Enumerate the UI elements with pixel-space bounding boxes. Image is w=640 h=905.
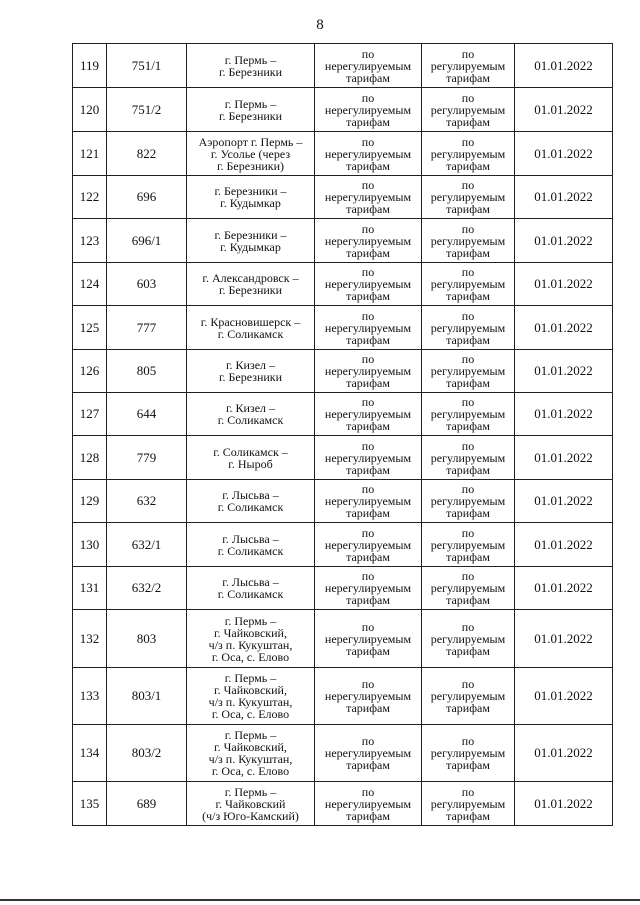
tariff-cell-line: тарифам (346, 462, 390, 477)
tariff-cell-line: тарифам (346, 593, 390, 607)
table-row (73, 668, 613, 725)
route-path-cell-line: г. Соликамск (217, 500, 284, 514)
tariff-cell-line: тарифам (446, 758, 490, 772)
route-path-cell-line: г. Березники – (214, 184, 287, 198)
tariff-cell-line: тарифам (446, 202, 490, 216)
tariff-cell-line: тарифам (446, 462, 490, 477)
route-path-cell-line: г. Березники (218, 370, 283, 384)
tariff-cell-line: нерегулируемым (324, 537, 412, 552)
route-path-cell-line: г. Соликамск – (213, 444, 288, 459)
tariff-cell-line: по (361, 569, 375, 583)
route-path-cell-line: г. Лысьва – (222, 531, 279, 546)
tariff-cell-line: тарифам (346, 506, 390, 520)
tariff-cell-line: регулируемым (430, 796, 506, 811)
tariff-cell-line: нерегулируемым (324, 277, 412, 291)
route-path-cell-line: г. Кизел – (225, 401, 276, 415)
tariff-cell (315, 132, 422, 176)
route-path-cell-line: г. Чайковский (215, 796, 286, 811)
tariff-cell (422, 523, 515, 567)
date-cell: 01.01.2022 (515, 350, 613, 393)
route-path-cell (187, 176, 315, 219)
date-cell: 01.01.2022 (515, 219, 613, 263)
row-number-cell: 131 (73, 567, 107, 610)
tariff-cell (422, 132, 515, 176)
route-path-cell-line: г. Березники (218, 64, 283, 79)
tariff-cell (315, 176, 422, 219)
tariff-cell-line: регулируемым (430, 58, 506, 73)
route-path-cell (187, 350, 315, 393)
tariff-cell-line: по (461, 352, 475, 366)
tariff-cell (422, 176, 515, 219)
tariff-cell (422, 567, 515, 610)
tariff-cell (315, 393, 422, 436)
tariff-cell-line: регулируемым (430, 320, 506, 335)
route-path-cell-line: г. Лысьва – (222, 575, 279, 589)
tariff-cell-line: тарифам (346, 808, 390, 823)
route-path-cell (187, 436, 315, 480)
tariff-cell (315, 668, 422, 725)
route-path-cell-line: ч/з п. Кукуштан, (208, 637, 293, 652)
tariff-cell (422, 306, 515, 350)
date-cell: 01.01.2022 (515, 480, 613, 523)
tariff-cell-line: тарифам (346, 419, 390, 433)
route-path-cell-line: г. Чайковский, (214, 740, 287, 754)
tariff-cell (422, 350, 515, 393)
route-path-cell-line: г. Пермь – (224, 671, 277, 685)
row-number-cell: 133 (73, 668, 107, 725)
tariff-cell (315, 567, 422, 610)
tariff-cell-line: нерегулируемым (324, 146, 412, 161)
tariff-cell-line: по (461, 395, 475, 409)
route-path-cell-line: г. Красновишерск – (200, 314, 301, 329)
tariff-cell-line: регулируемым (430, 102, 506, 117)
tariff-cell-line: тарифам (346, 643, 390, 658)
tariff-cell-line: по (361, 134, 375, 149)
route-path-cell (187, 263, 315, 306)
tariff-cell-line: нерегулируемым (324, 450, 412, 465)
tariff-cell-line: по (361, 178, 375, 192)
route-path-cell (187, 480, 315, 523)
tariff-cell-line: по (361, 619, 375, 634)
route-number-cell: 805 (107, 350, 187, 393)
tariff-cell (315, 350, 422, 393)
route-number-cell: 803/2 (107, 725, 187, 782)
tariff-cell-line: регулируемым (430, 364, 506, 378)
tariff-cell-line: нерегулируемым (324, 581, 412, 595)
route-path-cell-line: г. Соликамск (217, 326, 284, 341)
route-path-cell-line: г. Усолье (через (210, 146, 291, 161)
tariff-cell-line: по (461, 482, 475, 496)
table-row (73, 480, 613, 523)
route-path-cell-line: г. Чайковский, (214, 683, 287, 697)
route-path-cell-line: г. Ныроб (228, 456, 273, 471)
table-row (73, 263, 613, 306)
tariff-cell-line: тарифам (446, 332, 490, 347)
date-cell: 01.01.2022 (515, 393, 613, 436)
route-path-cell-line: г. Березники) (216, 158, 285, 173)
row-number-cell: 121 (73, 132, 107, 176)
date-cell: 01.01.2022 (515, 132, 613, 176)
tariff-cell-line: нерегулируемым (324, 631, 412, 646)
route-number-cell: 689 (107, 782, 187, 826)
tariff-cell (422, 480, 515, 523)
tariff-cell-line: по (461, 46, 475, 61)
date-cell: 01.01.2022 (515, 725, 613, 782)
row-number-cell: 123 (73, 219, 107, 263)
tariff-cell (315, 523, 422, 567)
route-path-cell-line: (ч/з Юго-Камский) (202, 808, 299, 823)
tariff-cell (422, 436, 515, 480)
row-number-cell: 129 (73, 480, 107, 523)
route-path-cell (187, 567, 315, 610)
route-path-cell-line: г. Александровск – (202, 271, 299, 285)
tariff-cell-line: тарифам (446, 549, 490, 564)
routes-table-body (73, 44, 613, 826)
tariff-cell-line: по (461, 677, 475, 691)
date-cell: 01.01.2022 (515, 610, 613, 668)
route-path-cell (187, 306, 315, 350)
table-row (73, 306, 613, 350)
tariff-cell-line: регулируемым (430, 631, 506, 646)
tariff-cell-line: регулируемым (430, 146, 506, 161)
route-path-cell-line: ч/з п. Кукуштан, (208, 752, 293, 766)
route-number-cell: 696/1 (107, 219, 187, 263)
row-number-cell: 132 (73, 610, 107, 668)
tariff-cell-line: тарифам (346, 70, 390, 85)
tariff-cell (422, 610, 515, 668)
row-number-cell: 126 (73, 350, 107, 393)
tariff-cell (422, 44, 515, 88)
table-row (73, 782, 613, 826)
tariff-cell (422, 725, 515, 782)
row-number-cell: 134 (73, 725, 107, 782)
tariff-cell-line: нерегулируемым (324, 746, 412, 760)
tariff-cell-line: тарифам (346, 114, 390, 129)
tariff-cell-line: регулируемым (430, 494, 506, 508)
route-path-cell (187, 523, 315, 567)
tariff-cell-line: регулируемым (430, 277, 506, 291)
date-cell: 01.01.2022 (515, 176, 613, 219)
tariff-cell (422, 668, 515, 725)
tariff-cell-line: тарифам (346, 158, 390, 173)
route-path-cell-line: г. Кудымкар (220, 196, 281, 210)
tariff-cell-line: по (361, 46, 375, 61)
route-path-cell-line: г. Пермь – (224, 728, 277, 742)
tariff-cell-line: по (461, 438, 475, 453)
tariff-cell-line: тарифам (346, 289, 390, 303)
tariff-cell-line: по (461, 734, 475, 748)
tariff-cell-line: нерегулируемым (324, 689, 412, 703)
route-number-cell: 632/2 (107, 567, 187, 610)
tariff-cell-line: тарифам (346, 376, 390, 390)
route-number-cell: 777 (107, 306, 187, 350)
tariff-cell-line: тарифам (446, 808, 490, 823)
tariff-cell-line: тарифам (346, 701, 390, 715)
route-path-cell (187, 219, 315, 263)
route-path-cell-line: г. Соликамск (217, 543, 284, 558)
row-number-cell: 119 (73, 44, 107, 88)
route-path-cell (187, 393, 315, 436)
tariff-cell-line: регулируемым (430, 537, 506, 552)
route-number-cell: 632 (107, 480, 187, 523)
table-row (73, 523, 613, 567)
tariff-cell-line: тарифам (446, 701, 490, 715)
table-row (73, 393, 613, 436)
tariff-cell-line: тарифам (446, 506, 490, 520)
row-number-cell: 128 (73, 436, 107, 480)
date-cell: 01.01.2022 (515, 306, 613, 350)
tariff-cell-line: нерегулируемым (324, 102, 412, 117)
route-path-cell (187, 44, 315, 88)
tariff-cell-line: тарифам (346, 549, 390, 564)
route-number-cell: 803 (107, 610, 187, 668)
tariff-cell (422, 88, 515, 132)
route-number-cell: 751/1 (107, 44, 187, 88)
route-path-cell-line: Аэропорт г. Пермь – (198, 134, 303, 149)
table-row (73, 132, 613, 176)
route-path-cell-line: г. Оса, с. Елово (211, 649, 290, 664)
tariff-cell (315, 88, 422, 132)
tariff-cell-line: по (461, 221, 475, 236)
tariff-cell (422, 782, 515, 826)
route-number-cell: 696 (107, 176, 187, 219)
date-cell: 01.01.2022 (515, 44, 613, 88)
table-row (73, 176, 613, 219)
tariff-cell (422, 219, 515, 263)
tariff-cell-line: тарифам (446, 643, 490, 658)
tariff-cell-line: тарифам (346, 202, 390, 216)
tariff-cell-line: тарифам (346, 758, 390, 772)
date-cell: 01.01.2022 (515, 436, 613, 480)
tariff-cell-line: тарифам (446, 114, 490, 129)
route-path-cell-line: г. Кизел – (225, 358, 276, 372)
date-cell: 01.01.2022 (515, 523, 613, 567)
route-path-cell-line: г. Пермь – (224, 52, 277, 67)
route-number-cell: 603 (107, 263, 187, 306)
tariff-cell-line: тарифам (446, 245, 490, 260)
tariff-cell (315, 44, 422, 88)
route-path-cell (187, 610, 315, 668)
tariff-cell-line: регулируемым (430, 233, 506, 248)
route-number-cell: 632/1 (107, 523, 187, 567)
date-cell: 01.01.2022 (515, 782, 613, 826)
tariff-cell (315, 219, 422, 263)
tariff-cell-line: по (461, 265, 475, 279)
date-cell: 01.01.2022 (515, 668, 613, 725)
route-path-cell-line: г. Кудымкар (220, 239, 281, 254)
table-row (73, 219, 613, 263)
date-cell: 01.01.2022 (515, 263, 613, 306)
table-row (73, 350, 613, 393)
table-row (73, 725, 613, 782)
route-path-cell (187, 725, 315, 782)
table-row (73, 436, 613, 480)
tariff-cell-line: нерегулируемым (324, 233, 412, 248)
page-number: 8 (316, 17, 324, 33)
route-path-cell (187, 132, 315, 176)
row-number-cell: 124 (73, 263, 107, 306)
row-number-cell: 125 (73, 306, 107, 350)
tariff-cell-line: по (361, 525, 375, 540)
tariff-cell-line: нерегулируемым (324, 58, 412, 73)
tariff-cell-line: нерегулируемым (324, 190, 412, 204)
row-number-cell: 122 (73, 176, 107, 219)
tariff-cell-line: по (361, 265, 375, 279)
row-number-cell: 127 (73, 393, 107, 436)
tariff-cell-line: тарифам (346, 332, 390, 347)
route-path-cell-line: ч/з п. Кукуштан, (208, 695, 293, 709)
route-path-cell-line: г. Пермь – (224, 784, 277, 799)
tariff-cell-line: по (361, 677, 375, 691)
table-row (73, 88, 613, 132)
tariff-cell-line: регулируемым (430, 407, 506, 421)
tariff-cell-line: по (361, 90, 375, 105)
tariff-cell-line: тарифам (346, 245, 390, 260)
tariff-cell-line: по (361, 784, 375, 799)
tariff-cell (315, 782, 422, 826)
tariff-cell (315, 725, 422, 782)
tariff-cell-line: тарифам (446, 593, 490, 607)
route-path-cell-line: г. Пермь – (224, 96, 277, 111)
tariff-cell-line: по (461, 308, 475, 323)
tariff-cell-line: по (461, 619, 475, 634)
route-path-cell (187, 668, 315, 725)
tariff-cell-line: тарифам (446, 289, 490, 303)
route-path-cell-line: г. Чайковский, (214, 625, 287, 640)
tariff-cell (315, 480, 422, 523)
route-number-cell: 644 (107, 393, 187, 436)
tariff-cell-line: по (461, 90, 475, 105)
route-path-cell-line: г. Лысьва – (222, 488, 279, 502)
tariff-cell-line: по (361, 482, 375, 496)
tariff-cell (422, 393, 515, 436)
tariff-cell-line: по (461, 525, 475, 540)
route-path-cell-line: г. Пермь – (224, 613, 277, 628)
tariff-cell-line: тарифам (446, 70, 490, 85)
tariff-cell-line: тарифам (446, 376, 490, 390)
routes-table (72, 43, 613, 826)
tariff-cell-line: нерегулируемым (324, 407, 412, 421)
route-number-cell: 822 (107, 132, 187, 176)
route-number-cell: 803/1 (107, 668, 187, 725)
tariff-cell-line: тарифам (446, 419, 490, 433)
route-path-cell-line: г. Оса, с. Елово (211, 707, 290, 721)
tariff-cell-line: по (461, 134, 475, 149)
tariff-cell (315, 436, 422, 480)
tariff-cell (315, 306, 422, 350)
table-row (73, 610, 613, 668)
tariff-cell-line: регулируемым (430, 746, 506, 760)
route-path-cell-line: г. Оса, с. Елово (211, 764, 290, 778)
table-row (73, 567, 613, 610)
row-number-cell: 135 (73, 782, 107, 826)
tariff-cell-line: нерегулируемым (324, 494, 412, 508)
route-number-cell: 751/2 (107, 88, 187, 132)
row-number-cell: 120 (73, 88, 107, 132)
tariff-cell-line: по (361, 308, 375, 323)
tariff-cell-line: регулируемым (430, 450, 506, 465)
tariff-cell-line: по (461, 569, 475, 583)
date-cell: 01.01.2022 (515, 88, 613, 132)
tariff-cell-line: по (461, 784, 475, 799)
tariff-cell-line: по (361, 352, 375, 366)
route-path-cell-line: г. Березники (218, 283, 283, 297)
route-path-cell (187, 88, 315, 132)
tariff-cell-line: по (361, 221, 375, 236)
route-number-cell: 779 (107, 436, 187, 480)
route-path-cell-line: г. Березники – (214, 227, 287, 242)
route-path-cell-line: г. Березники (218, 108, 283, 123)
table-row (73, 44, 613, 88)
tariff-cell-line: нерегулируемым (324, 320, 412, 335)
tariff-cell-line: тарифам (446, 158, 490, 173)
tariff-cell (315, 610, 422, 668)
tariff-cell (422, 263, 515, 306)
date-cell: 01.01.2022 (515, 567, 613, 610)
tariff-cell-line: по (361, 438, 375, 453)
tariff-cell-line: по (461, 178, 475, 192)
bottom-scan-edge (0, 899, 640, 901)
tariff-cell (315, 263, 422, 306)
tariff-cell-line: нерегулируемым (324, 364, 412, 378)
route-path-cell-line: г. Соликамск (217, 587, 284, 601)
tariff-cell-line: нерегулируемым (324, 796, 412, 811)
tariff-cell-line: по (361, 734, 375, 748)
tariff-cell-line: регулируемым (430, 689, 506, 703)
tariff-cell-line: по (361, 395, 375, 409)
route-path-cell (187, 782, 315, 826)
tariff-cell-line: регулируемым (430, 581, 506, 595)
row-number-cell: 130 (73, 523, 107, 567)
tariff-cell-line: регулируемым (430, 190, 506, 204)
route-path-cell-line: г. Соликамск (217, 413, 284, 427)
